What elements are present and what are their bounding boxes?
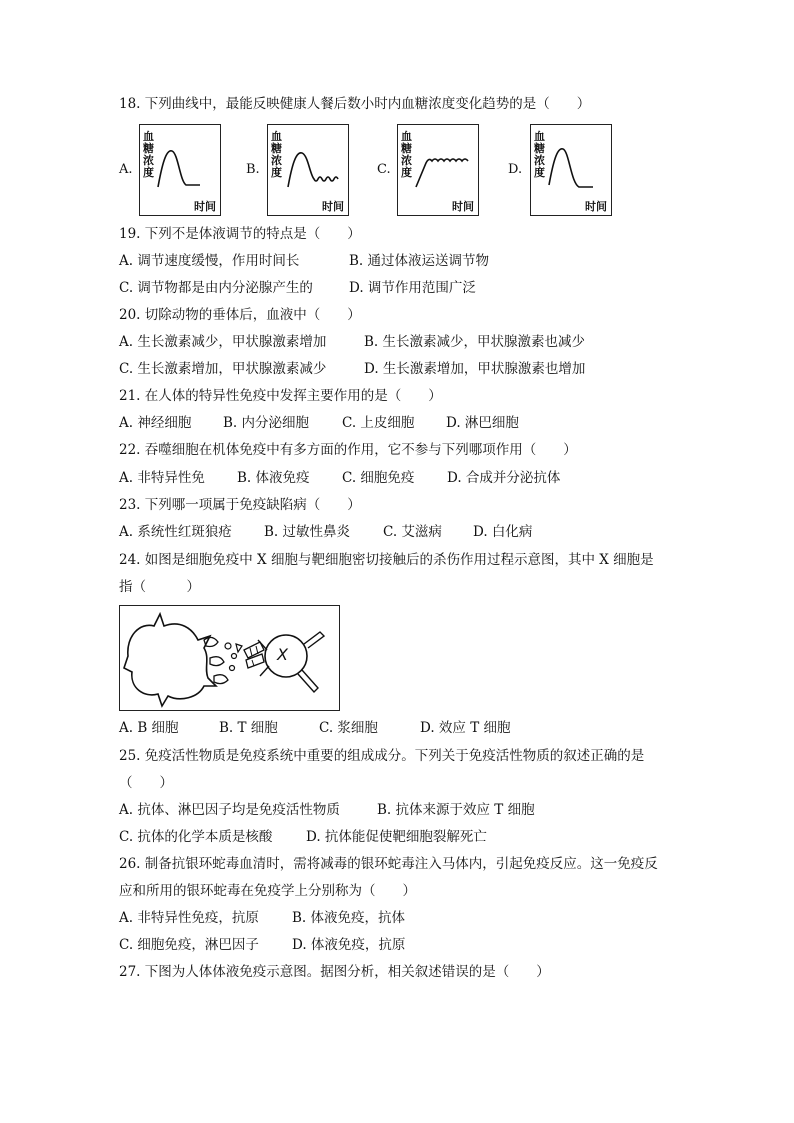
q26-option-b[interactable]: B. 体液免疫，抗体 xyxy=(292,910,406,926)
q20-option-a[interactable]: A. 生长激素减少，甲状腺激素增加 xyxy=(119,334,327,350)
graph-a-xlabel: 时间 xyxy=(194,200,216,213)
q21-option-c[interactable]: C. 上皮细胞 xyxy=(342,415,415,431)
graph-b-xlabel: 时间 xyxy=(322,200,344,213)
q20-option-c[interactable]: C. 生长激素增加，甲状腺激素减少 xyxy=(119,361,327,377)
q19-option-a[interactable]: A. 调节速度缓慢，作用时间长 xyxy=(119,253,300,269)
cell-kill-illustration xyxy=(120,606,339,710)
q18-graph-c xyxy=(397,124,479,216)
graph-d-xlabel: 时间 xyxy=(585,200,607,213)
q27-stem: 27. 下图为人体体液免疫示意图。据图分析，相关叙述错误的是（ ） xyxy=(119,964,550,980)
q20-stem: 20. 切除动物的垂体后，血液中（ ） xyxy=(119,307,361,323)
q24-figure xyxy=(119,605,340,711)
q25-option-a[interactable]: A. 抗体、淋巴因子均是免疫活性物质 xyxy=(119,802,340,818)
q18-label-c: C. xyxy=(377,162,391,177)
x-cell-label: X xyxy=(277,645,288,664)
q21-option-a[interactable]: A. 神经细胞 xyxy=(119,415,192,431)
graph-a-ylabel: 血糖浓度 xyxy=(143,130,154,179)
q18-label-b: B. xyxy=(246,162,260,177)
q26-option-c[interactable]: C. 细胞免疫，淋巴因子 xyxy=(119,937,259,953)
graph-b-ylabel: 血糖浓度 xyxy=(271,130,282,179)
q22-option-b[interactable]: B. 体液免疫 xyxy=(237,470,310,486)
q22-option-d[interactable]: D. 合成并分泌抗体 xyxy=(447,470,561,486)
q18-graph-a xyxy=(139,124,221,216)
q24-option-b[interactable]: B. T 细胞 xyxy=(219,720,278,736)
q25-option-d[interactable]: D. 抗体能促使靶细胞裂解死亡 xyxy=(306,829,487,845)
graph-c-xlabel: 时间 xyxy=(452,200,474,213)
q19-option-d[interactable]: D. 调节作用范围广泛 xyxy=(349,280,476,296)
q24-stem-line2: 指（ ） xyxy=(119,579,200,595)
q18-graph-d xyxy=(530,124,612,216)
q21-stem: 21. 在人体的特异性免疫中发挥主要作用的是（ ） xyxy=(119,388,442,404)
graph-c-ylabel: 血糖浓度 xyxy=(401,130,412,179)
q19-option-b[interactable]: B. 通过体液运送调节物 xyxy=(349,253,490,269)
q21-option-d[interactable]: D. 淋巴细胞 xyxy=(446,415,519,431)
q20-option-d[interactable]: D. 生长激素增加，甲状腺激素也增加 xyxy=(364,361,586,377)
q26-option-d[interactable]: D. 体液免疫，抗原 xyxy=(292,937,406,953)
q24-option-a[interactable]: A. B 细胞 xyxy=(119,720,179,736)
q18-stem: 18. 下列曲线中，最能反映健康人餐后数小时内血糖浓度变化趋势的是（ ） xyxy=(119,96,591,112)
q18-label-d: D. xyxy=(508,162,523,177)
q18-label-a: A. xyxy=(119,162,133,177)
q21-option-b[interactable]: B. 内分泌细胞 xyxy=(223,415,310,431)
q23-option-d[interactable]: D. 白化病 xyxy=(473,524,533,540)
q25-option-c[interactable]: C. 抗体的化学本质是核酸 xyxy=(119,829,273,845)
q23-option-c[interactable]: C. 艾滋病 xyxy=(383,524,442,540)
q23-option-a[interactable]: A. 系统性红斑狼疮 xyxy=(119,524,232,540)
q23-stem: 23. 下列哪一项属于免疫缺陷病（ ） xyxy=(119,497,361,513)
q25-stem-line2: （ ） xyxy=(119,775,173,791)
q24-option-c[interactable]: C. 浆细胞 xyxy=(319,720,378,736)
q19-stem: 19. 下列不是体液调节的特点是（ ） xyxy=(119,226,361,242)
q22-stem: 22. 吞噬细胞在机体免疫中有多方面的作用，它不参与下列哪项作用（ ） xyxy=(119,442,577,458)
graph-d-ylabel: 血糖浓度 xyxy=(534,130,545,179)
q26-stem-line1: 26. 制备抗银环蛇毒血清时，需将减毒的银环蛇毒注入马体内，引起免疫反应。这一免疫反 xyxy=(119,856,658,872)
q26-stem-line2: 应和所用的银环蛇毒在免疫学上分别称为（ ） xyxy=(119,883,416,899)
q25-option-b[interactable]: B. 抗体来源于效应 T 细胞 xyxy=(377,802,535,818)
q19-option-c[interactable]: C. 调节物都是由内分泌腺产生的 xyxy=(119,280,313,296)
q20-option-b[interactable]: B. 生长激素减少，甲状腺激素也减少 xyxy=(364,334,586,350)
q23-option-b[interactable]: B. 过敏性鼻炎 xyxy=(264,524,351,540)
q18-graph-b xyxy=(267,124,349,216)
q26-option-a[interactable]: A. 非特异性免疫，抗原 xyxy=(119,910,259,926)
q25-stem-line1: 25. 免疫活性物质是免疫系统中重要的组成成分。下列关于免疫活性物质的叙述正确的是 xyxy=(119,748,645,764)
q22-option-a[interactable]: A. 非特异性免 xyxy=(119,470,205,486)
q24-option-d[interactable]: D. 效应 T 细胞 xyxy=(420,720,511,736)
q24-stem-line1: 24. 如图是细胞免疫中 X 细胞与靶细胞密切接触后的杀伤作用过程示意图，其中 X 细胞是 xyxy=(119,552,654,568)
q22-option-c[interactable]: C. 细胞免疫 xyxy=(342,470,415,486)
